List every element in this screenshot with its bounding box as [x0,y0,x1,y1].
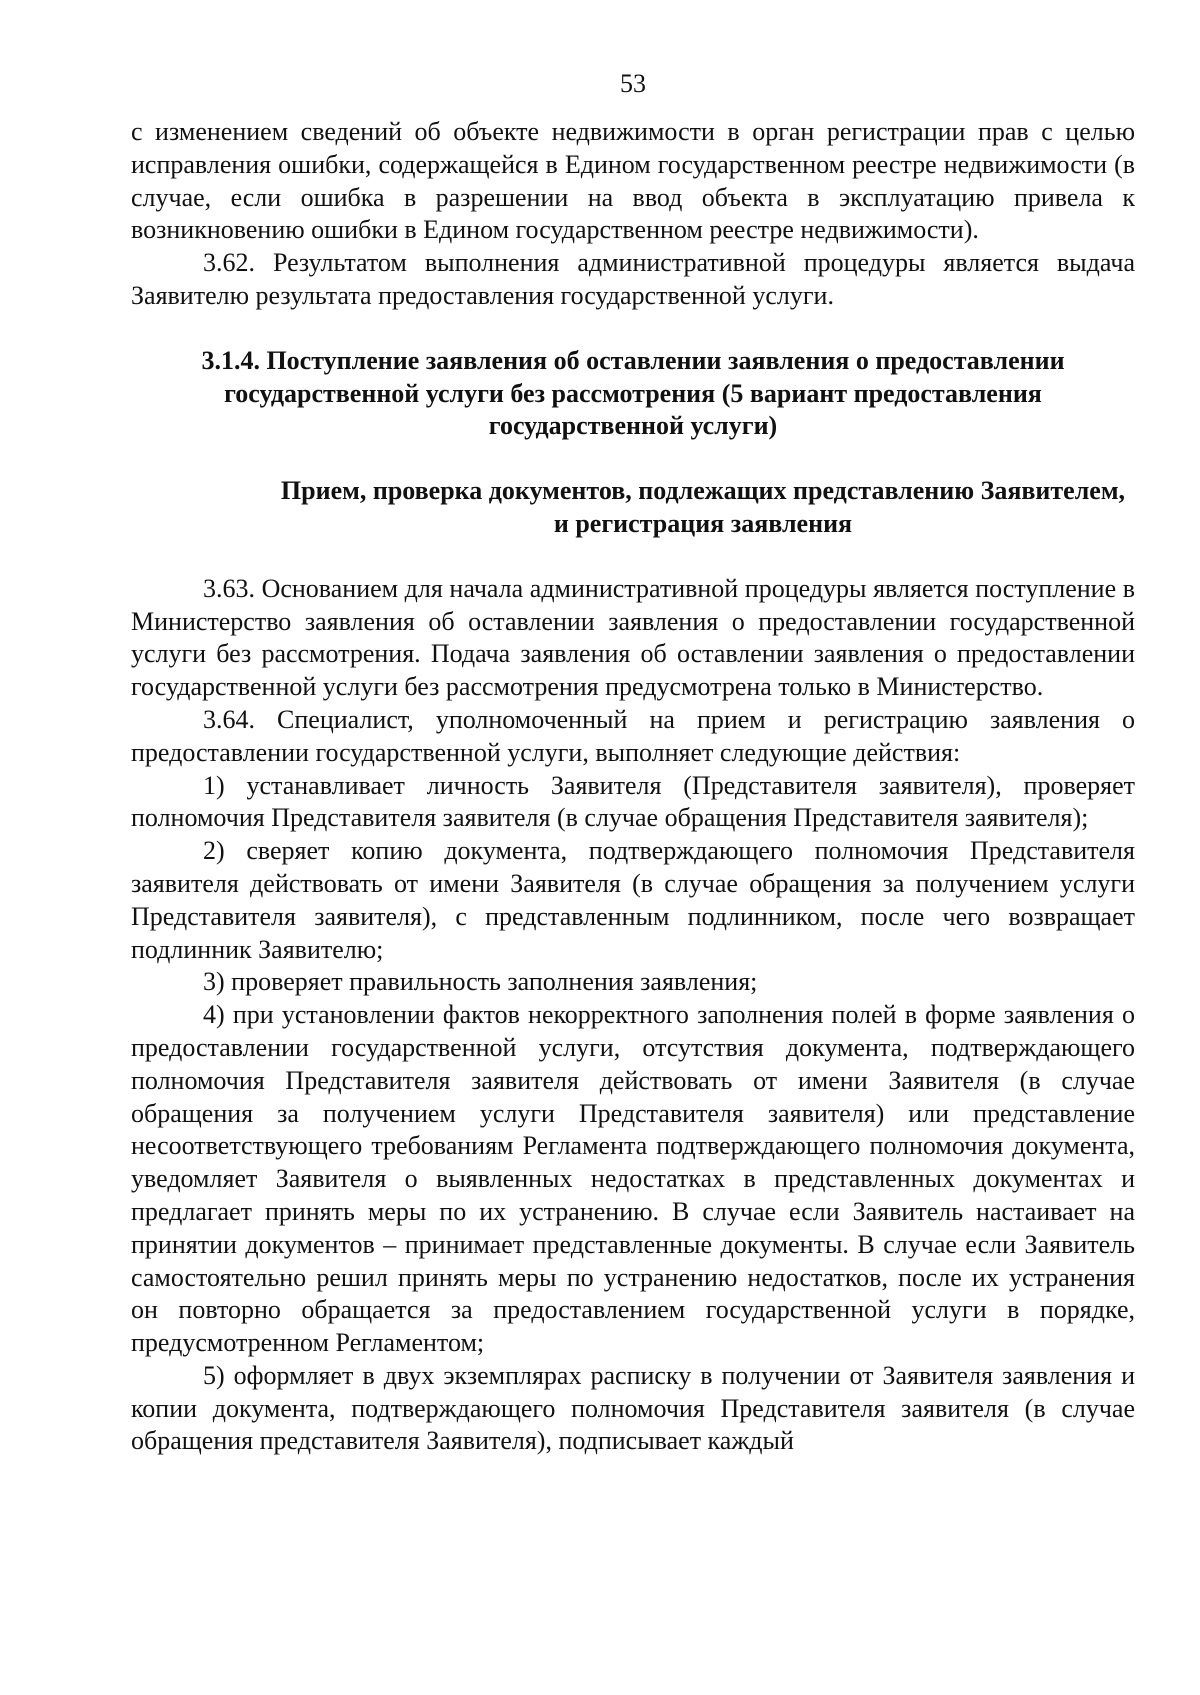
list-item-2: 2) сверяет копию документа, подтверждающего полномочия Представителя заявителя действовать от имени Заявителя (в случае обращения за получением услуги Представителя заявителя), с представленным подлинником, после чего возвращает подлинник Заявителю; [131,836,1135,964]
list-item-5: 5) оформляет в двух экземплярах расписку в получении от Заявителя заявления и копии документа, подтверждающего полномочия Представителя заявителя (в случае обращения представителя Заявителя), подписывает каждый [131,1360,1135,1456]
document-page [131,64,1135,1458]
list-item-4: 4) при установлении фактов некорректного заполнения полей в форме заявления о предоставлении государственной услуги, отсутствия документа, подтверждающего полномочия Представителя заявителя действовать от имени Заявителя (в случае обращения за получением услуги Представителя заявителя) или представление несоответствующего требованиям Регламента подтверждающего полномочия документа, уведомляет Заявителя о выявленных недостатках в представленных документах и предлагает принять меры по их устранению. В случае если Заявитель настаивает на принятии документов – принимает представленные документы. В случае если Заявитель самостоятельно решил принять меры по устранению недостатков, после их устранения он повторно обращается за предоставлением государственной услуги в порядке, предусмотренном Регламентом; [131,1000,1135,1358]
list-item-1: 1) устанавливает личность Заявителя (Представителя заявителя), проверяет полномочия Представителя заявителя (в случае обращения Представителя заявителя); [131,770,1135,833]
section-heading: 3.1.4. Поступление заявления об оставлении заявления о предоставлении государственной услуги без рассмотрения (5 вариант предоставления государственной услуги) [201,345,1065,441]
paragraph-3-62: 3.62. Результатом выполнения административной процедуры является выдача Заявителю результата предоставления государственной услуги. [131,248,1135,310]
paragraph-continuation: с изменением сведений об объекте недвижимости в орган регистрации прав с целью исправления ошибки, содержащейся в Едином государственном реестре недвижимости (в случае, если ошибка в разрешении на ввод объекта в эксплуатацию привела к возникновению ошибки в Едином государственном реестре недвижимости). [131,117,1135,245]
paragraph-3-63: 3.63. Основанием для начала административной процедуры является поступление в Министерство заявления об оставлении заявления о предоставлении государственной услуги без рассмотрения. Подача заявления об оставлении заявления о предоставлении государственной услуги без рассмотрения предусмотрена только в Министерство. [131,573,1135,702]
page-number: 53 [620,69,646,98]
list-item-3: 3) проверяет правильность заполнения заявления; [203,967,758,997]
subsection-heading: Прием, проверка документов, подлежащих представлению Заявителем, и регистрация заявления [280,476,1126,538]
paragraph-3-64: 3.64. Специалист, уполномоченный на прием и регистрацию заявления о предоставлении государственной услуги, выполняет следующие действия: [131,704,1135,767]
